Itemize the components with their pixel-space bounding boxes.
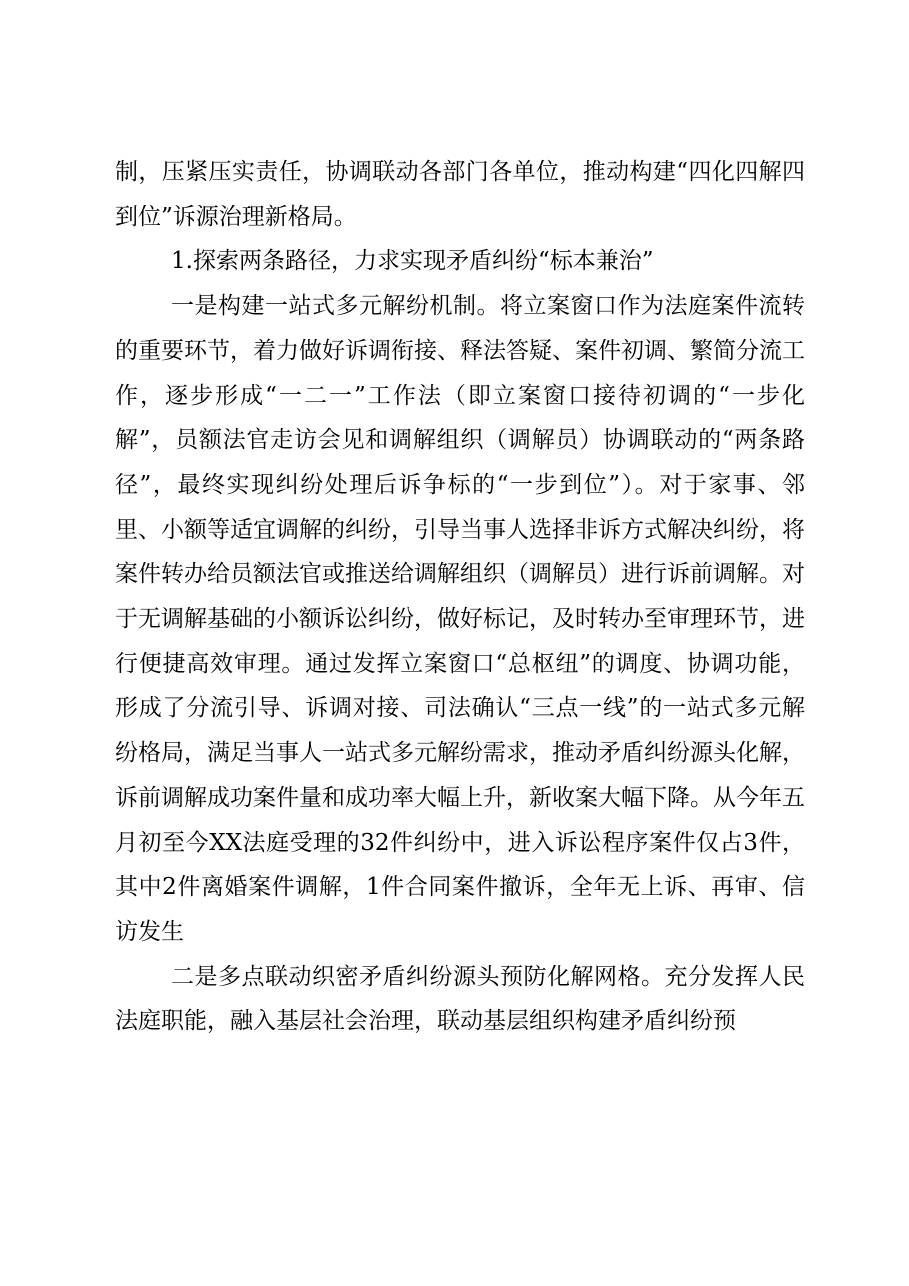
paragraph-multi-point-linkage: 二是多点联动织密矛盾纠纷源头预防化解网格。充分发挥人民法庭职能，融入基层社会治理，联动基层组织构建矛盾纠纷预 [115,963,805,1035]
document-body [115,150,805,1044]
paragraph-continuation: 制，压紧压实责任，协调联动各部门各单位，推动构建“四化四解四到位”诉源治理新格局。 [115,159,805,230]
paragraph-one-stop-mechanism: 一是构建一站式多元解纷机制。将立案窗口作为法庭案件流转的重要环节，着力做好诉调衔接、释法答疑、案件初调、繁简分流工作，逐步形成“一二一”工作法（即立案窗口接待初调的“一步化解”，员额法官走访会见和调解组织（调解员）协调联动的“两条路径”，最终实现纠纷处理后诉争标的“一步到位”）。对于家事、邻里、小额等适宜调解的纠纷，引导当事人选择非诉方式解决纠纷，将案件转办给员额法官或推送给调解组织（调解员）进行诉前调解。对于无调解基础的小额诉讼纠纷，做好标记，及时转办至审理环节，进行便捷高效审理。通过发挥立案窗口“总枢纽”的调度、协调功能，形成了分流引导、诉调对接、司法确认“三点一线”的一站式多元解纷格局，满足当事人一站式多元解纷需求，推动矛盾纠纷源头化解，诉前调解成功案件量和成功率大幅上升，新收案大幅下降。从今年五月初至今XX法庭受理的32件纠纷中，进入诉讼程序案件仅占3件，其中2件离婚案件调解，1件合同案件撤诉，全年无上诉、再审、信访发生 [115,293,805,945]
section-heading: 1.探索两条路径，力求实现矛盾纠纷“标本兼治” [171,248,654,275]
